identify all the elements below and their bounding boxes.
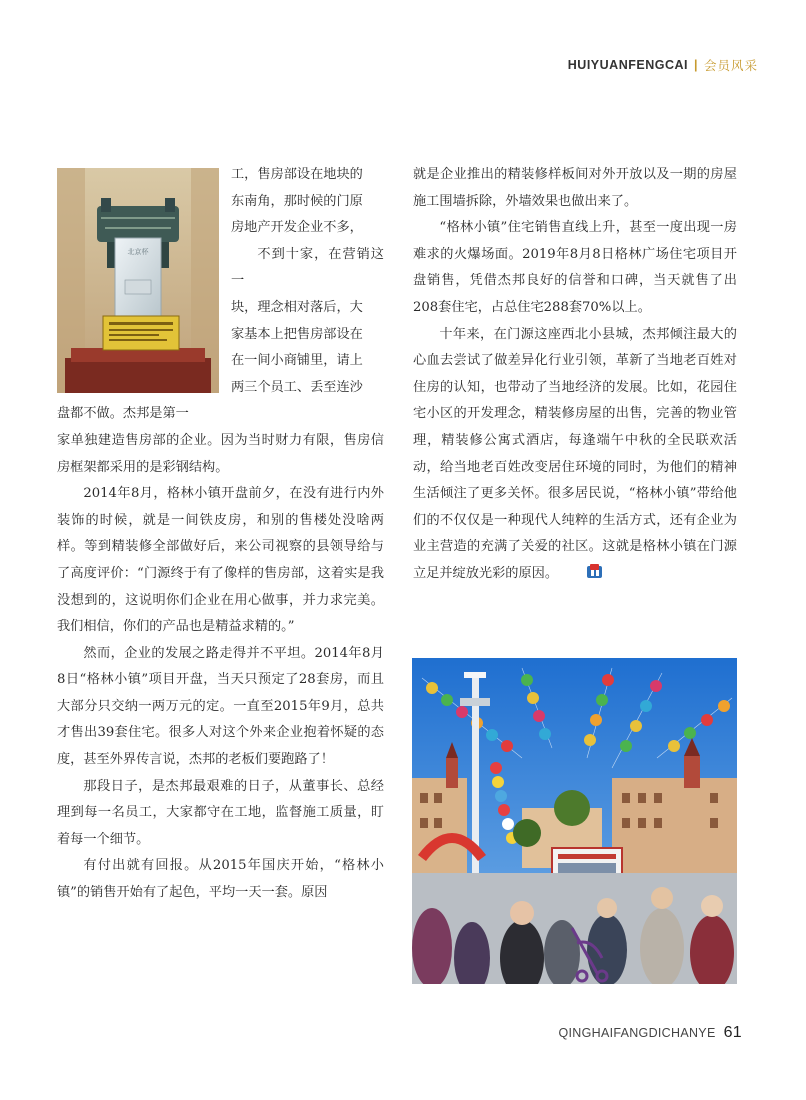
festival-image [412,658,737,984]
page-footer [558,1024,742,1042]
left-paragraph-1: 2014年8月，格林小镇开盘前夕，在没有进行内外装饰的时候，就是一间铁皮房，和别的售楼处没啥两样。等到精装修全部做好后，来公司视察的县领导给与了高度评价：“门源终于有了像样的售房部，这着实是我没想到的，这说明你们企业在用心做事，并力求完美。我们相信，你们的产品也是精益求精的。” [57,486,384,635]
left-paragraph-2: 然而，企业的发展之路走得并不平坦。2014年8月8日“格林小镇”项目开盘，当天只预定了28套房，而且大部分只交纳一两万元的定。一直至2015年9月，总共才售出39套住宅。很多人对这个外来企业抱着怀疑的态度，甚至外界传言说，杰邦的老板们要跑路了！ [57,645,384,768]
left-wrap-line-4: 不到十家，在营销这一 [231,246,384,289]
page-header [568,56,758,74]
right-continuation: 就是企业推出的精装修样板间对外开放以及一期的房屋施工围墙拆除，外墙效果也做出来了。 [413,167,737,209]
right-paragraph-2-text: 十年来，在门源这座西北小县城，杰邦倾注最大的心血去尝试了做差异化行业引领，革新了当地老百姓对住房的认知，也带动了当地经济的发展。比如，花园住宅小区的开发理念，精装修房屋的出售，完善的物业管理，精装修公寓式酒店，每逢端午中秋的全民联欢活动，给当地老百姓改变居住环境的同时，为他们的精神生活倾注了更多关怀。很多居民说，“格林小镇”带给他们的不仅仅是一种现代人纯粹的生活方式，还有企业为业主营造的充满了关爱的社区。这就是格林小镇在门源立足并绽放光彩的原因。 [413,326,737,581]
section-title-cn: 会员风采 [703,58,758,73]
left-wrap-line-6: 家基本上把售房部设在 [231,326,363,342]
left-wrap-line-2: 东南角，那时候的门原 [231,193,363,209]
right-column [413,162,737,588]
header-separator: | [693,58,698,72]
left-paragraph-3: 那段日子，是杰邦最艰难的日子，从董事长、总经理到每一名员工，大家都守在工地，监督施工质量，盯着每一个细节。 [57,778,384,847]
magazine-name: QINGHAIFANGDICHANYE [558,1026,716,1040]
trophy-photo [57,168,219,393]
right-paragraph-1: “格林小镇”住宅销售直线上升，甚至一度出现一房难求的火爆场面。2019年8月8日格林广场住宅项目开盘销售，凭借杰邦良好的信誉和口碑，当天就售了出208套住宅，占总住宅288套70%以上。 [413,220,737,315]
left-column [57,162,384,907]
section-title-en: HUIYUANFENGCAI [567,58,688,72]
page-number: 61 [723,1024,742,1041]
festival-photo [412,658,737,984]
left-wrap-line-1: 工，售房部设在地块的 [231,167,363,182]
trophy-glass-text: 北京杯 [127,248,149,256]
article-end-icon [561,563,577,578]
left-wrap-line-3: 房地产开发企业不多， [231,220,363,236]
left-paragraph-4: 有付出就有回报。从2015年国庆开始，“格林小镇”的销售开始有了起色，平均一天一套。原因 [57,858,384,901]
left-paragraph-0: 家单独建造售房部的企业。因为当时财力有限，售房信房框架都采用的是彩钢结构。 [57,432,384,475]
left-wrap-line-7: 在一间小商铺里，请上 [231,353,363,369]
left-wrap-line-8: 两三个员工、丢至连沙 [231,379,363,395]
left-wrap-line-5: 块，理念相对落后，大 [231,299,363,315]
right-paragraph-2 [413,322,737,588]
left-wrap-line-9: 盘都不做。杰邦是第一 [57,406,189,422]
trophy-image [57,168,219,393]
